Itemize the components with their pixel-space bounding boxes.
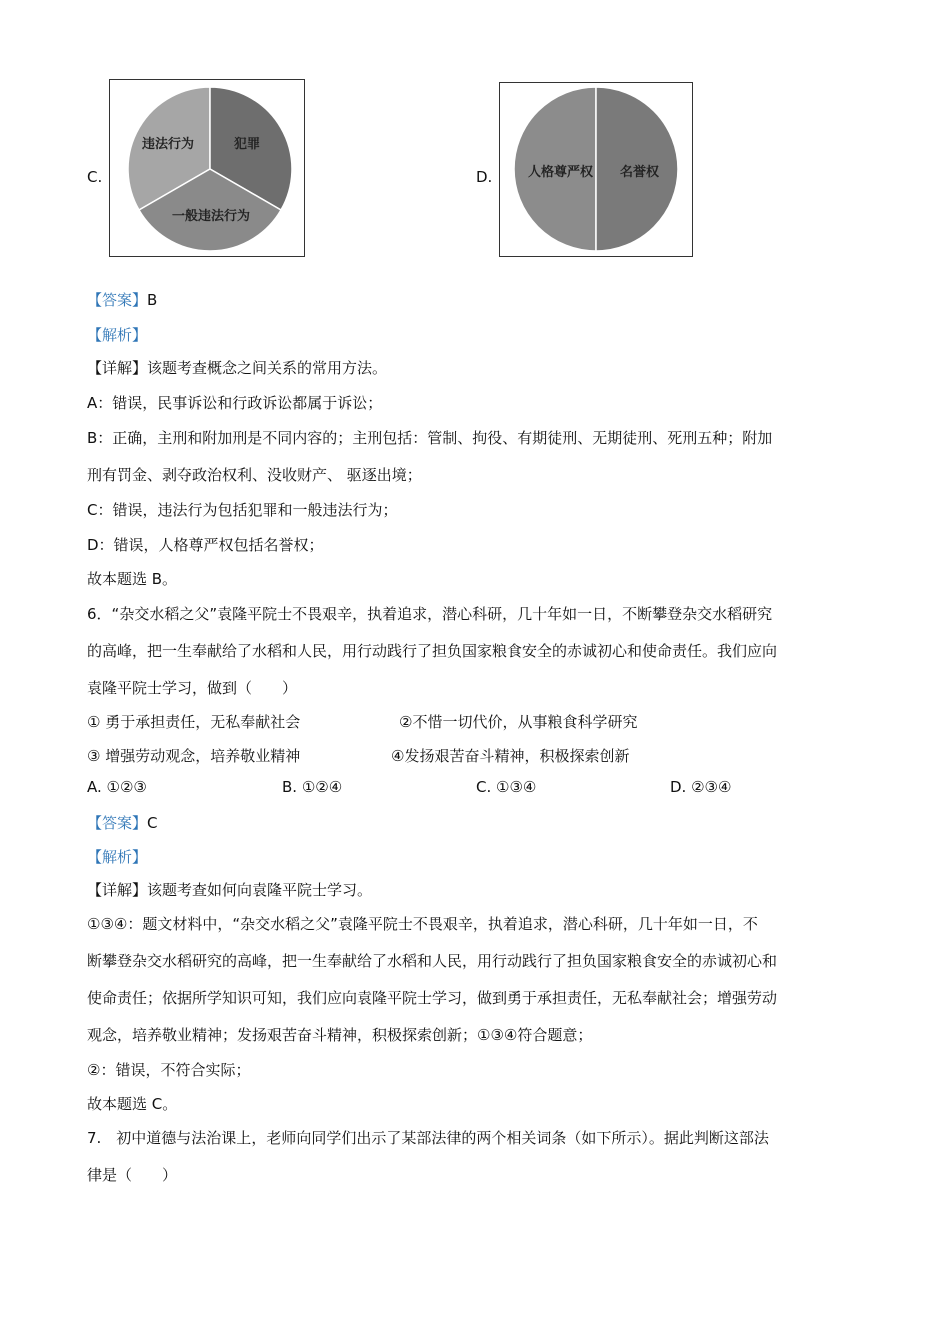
pie-c-label-violation: 违法行为 [142, 137, 195, 152]
figure-c-pie-chart [109, 79, 305, 257]
pie-d-label-dignity: 人格尊严权 [528, 165, 594, 180]
q6-explanation-line1: ①③④：题文材料中，“杂交水稻之父”袁隆平院士不畏艰辛，执着追求，潜心科研，几十年如一日，不 [87, 915, 758, 933]
q5-line-b2: 刑有罚金、剥夺政治权利、没收财产、 驱逐出境； [87, 466, 422, 484]
q6-statement-3: ③ 增强劳动观念，培养敬业精神 [87, 747, 301, 765]
q5-conclusion: 故本题选 B。 [87, 570, 178, 588]
q6-answer-line [87, 812, 158, 833]
q5-answer-line [87, 289, 157, 310]
q6-choice-d: D. ②③④ [670, 778, 732, 796]
q6-conclusion: 故本题选 C。 [87, 1095, 178, 1113]
q6-explanation-line2: 断攀登杂交水稻研究的高峰，把一生奉献给了水稻和人民，用行动践行了担负国家粮食安全的赤诚初心和 [87, 952, 778, 970]
option-d-label: D. [476, 168, 493, 186]
option-c-label: C. [87, 168, 103, 186]
q5-line-d: D：错误，人格尊严权包括名誉权； [87, 536, 324, 554]
q5-line-c: C：错误，违法行为包括犯罪和一般违法行为； [87, 501, 398, 519]
figure-d-pie-chart [499, 82, 693, 257]
q6-stem-line1: 6．“杂交水稻之父”袁隆平院士不畏艰辛，执着追求，潜心科研，几十年如一日，不断攀登杂交水稻研究 [87, 605, 773, 623]
q6-stem-line2: 的高峰，把一生奉献给了水稻和人民，用行动践行了担负国家粮食安全的赤诚初心和使命责任。我们应向 [87, 642, 778, 660]
q5-detail: 【详解】该题考查概念之间关系的常用方法。 [87, 359, 388, 377]
q6-stem-line3: 袁隆平院士学习，做到（ ） [87, 679, 298, 697]
q6-explanation-line4: 观念，培养敬业精神；发扬艰苦奋斗精神，积极探索创新；①③④符合题意； [87, 1026, 593, 1044]
q6-statement-1: ① 勇于承担责任，无私奉献社会 [87, 713, 301, 731]
q6-statement-4: ④发扬艰苦奋斗精神，积极探索创新 [391, 747, 630, 765]
q6-choice-b: B. ①②④ [282, 778, 343, 796]
q6-explanation-line3: 使命责任；依据所学知识可知，我们应向袁隆平院士学习，做到勇于承担责任，无私奉献社会；增强劳动 [87, 989, 778, 1007]
pie-d-label-reputation: 名誉权 [620, 165, 660, 180]
q5-line-a: A：错误，民事诉讼和行政诉讼都属于诉讼； [87, 394, 383, 412]
q6-statement-2: ②不惜一切代价，从事粮食科学研究 [399, 713, 638, 731]
q6-explanation-line5: ②：错误，不符合实际； [87, 1061, 251, 1079]
q7-stem-line2: 律是（ ） [87, 1166, 178, 1184]
q6-choice-c: C. ①③④ [476, 778, 537, 796]
q6-choice-a: A. ①②③ [87, 778, 147, 796]
pie-d-svg [500, 83, 692, 256]
q6-answer-tag: 【答案】 [87, 814, 148, 832]
q5-answer-tag: 【答案】 [87, 291, 148, 309]
q6-answer-value: C [147, 814, 158, 832]
q7-stem-line1: 7. 初中道德与法治课上，老师向同学们出示了某部法律的两个相关词条（如下所示）。据此判断这部法 [87, 1129, 769, 1147]
q5-analysis-tag: 【解析】 [87, 326, 148, 344]
q6-analysis-tag: 【解析】 [87, 848, 148, 866]
pie-c-label-general-violation: 一般违法行为 [172, 209, 251, 224]
q5-answer-value: B [147, 291, 158, 309]
q5-line-b1: B：正确，主刑和附加刑是不同内容的；主刑包括：管制、拘役、有期徒刑、无期徒刑、死刑五种；附加 [87, 429, 773, 447]
pie-c-svg [110, 80, 304, 256]
q6-detail: 【详解】该题考查如何向袁隆平院士学习。 [87, 881, 373, 899]
pie-c-label-crime: 犯罪 [234, 137, 261, 152]
